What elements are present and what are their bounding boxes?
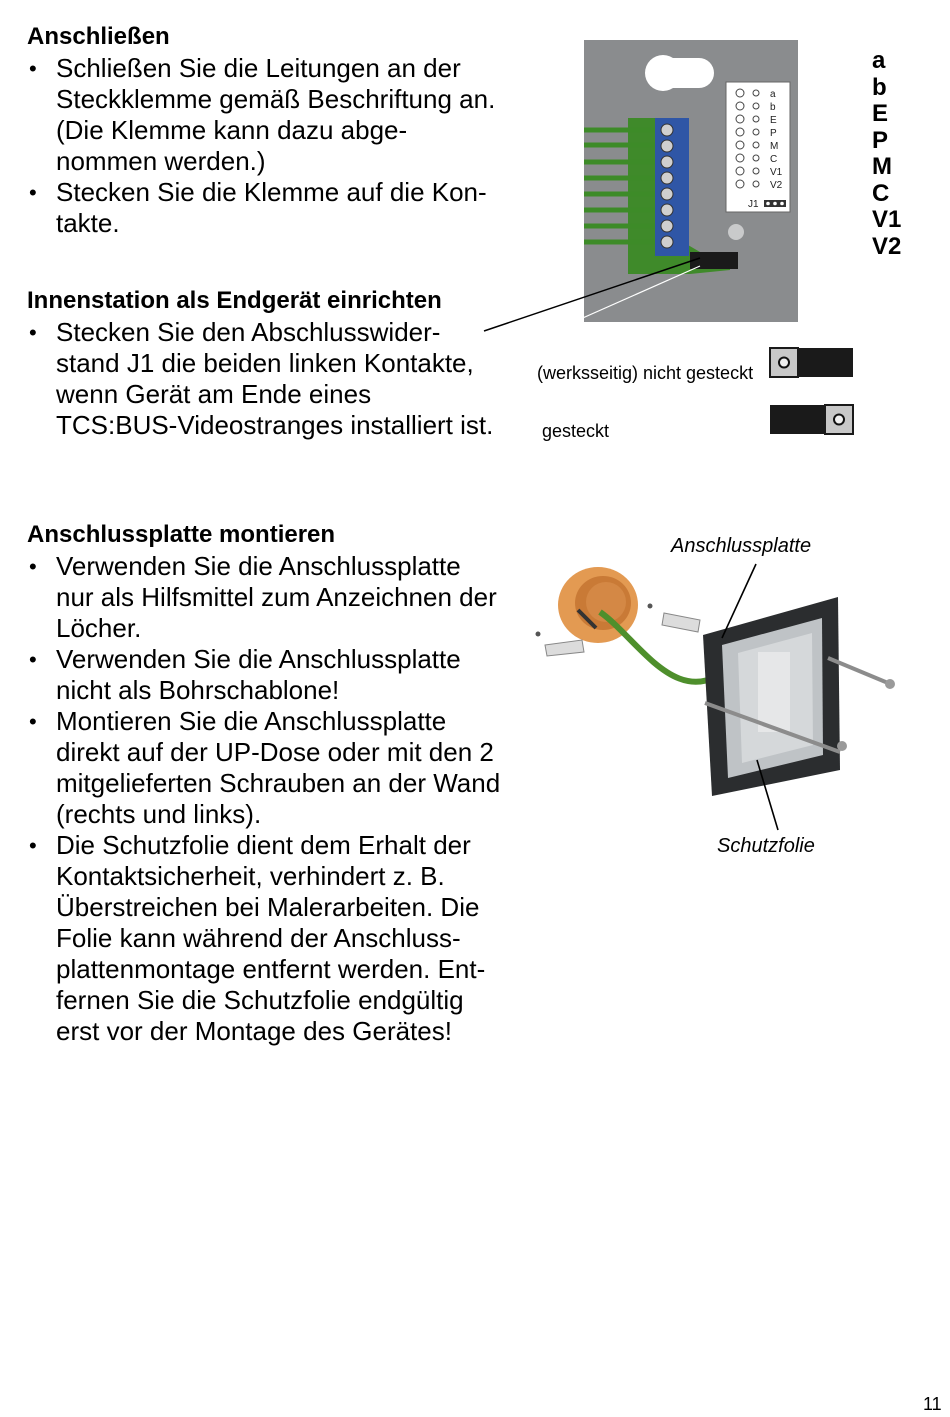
terminal-label: V2	[872, 232, 902, 260]
caption-not-plugged: (werksseitig) nicht gesteckt	[537, 363, 754, 383]
terminal-labels	[872, 48, 901, 260]
list-item: • Montieren Sie die Anschlussplatte direkt auf der UP-Dose oder mit den 2 mitgelieferten Schrauben an der Wand (rechts und links).	[27, 706, 505, 830]
list-item: • Verwenden Sie die Anschlussplatte nur als Hilfsmittel zum Anzeichnen der Löcher.	[27, 551, 505, 644]
board-label-p: P	[770, 128, 777, 139]
board-label-m: M	[770, 141, 779, 152]
terminal-label: P	[872, 126, 889, 154]
mounting-plate-figure	[536, 564, 896, 830]
board-label-c: C	[770, 154, 778, 165]
terminal-label: M	[872, 153, 892, 180]
terminal-label: E	[872, 100, 889, 127]
terminal-label: C	[872, 179, 890, 207]
terminal-label: V1	[872, 206, 902, 233]
heading-endgeraet: Innenstation als Endgerät einrichten	[27, 287, 442, 314]
list-item: • Stecken Sie die Klemme auf die Kon-takte.	[27, 177, 507, 239]
board-label-v2: V2	[770, 180, 783, 191]
list-item: • Die Schutzfolie dient dem Erhalt der Kontaktsicherheit, verhindert z. B. Überstreichen bei Malerarbeiten. Die Folie kann während der Anschluss-plattenmontage entfernt werden. Ent-fernen Sie die Schutzfolie endgültig erst vor der Montage des Gerätes!	[27, 830, 505, 1047]
terminal-board-figure	[584, 40, 798, 322]
heading-anschlussplatte: Anschlussplatte montieren	[27, 521, 336, 548]
board-label-v1: V1	[770, 167, 783, 178]
board-label-e: E	[770, 115, 777, 126]
list-item: • Verwenden Sie die Anschlussplatte nicht als Bohrschablone!	[27, 644, 505, 706]
caption-plugged: gesteckt	[542, 421, 610, 441]
page-number: 11	[923, 1394, 942, 1414]
label-anschlussplatte: Anschlussplatte	[671, 535, 812, 557]
jumper-j1	[690, 252, 738, 269]
list-item: • Stecken Sie den Abschlusswider-stand J1 die beiden linken Kontakte, wenn Gerät am Ende eines TCS:BUS-Videostranges installiert ist.	[27, 317, 495, 441]
board-label-j1: J1	[748, 199, 759, 210]
terminal-label: a	[872, 47, 886, 74]
list-item: • Schließen Sie die Leitungen an der Steckklemme gemäß Beschriftung an. (Die Klemme kann dazu abge-nommen werden.)	[27, 53, 507, 177]
board-label-b: b	[770, 102, 776, 113]
terminal-label: b	[872, 73, 887, 101]
jumper-not-plugged-icon	[770, 348, 853, 377]
jumper-plugged-icon	[770, 405, 853, 434]
board-label-a: a	[770, 89, 776, 100]
terminal-block	[655, 118, 689, 256]
heading-anschliessen: Anschließen	[27, 23, 170, 50]
label-schutzfolie: Schutzfolie	[717, 835, 815, 857]
